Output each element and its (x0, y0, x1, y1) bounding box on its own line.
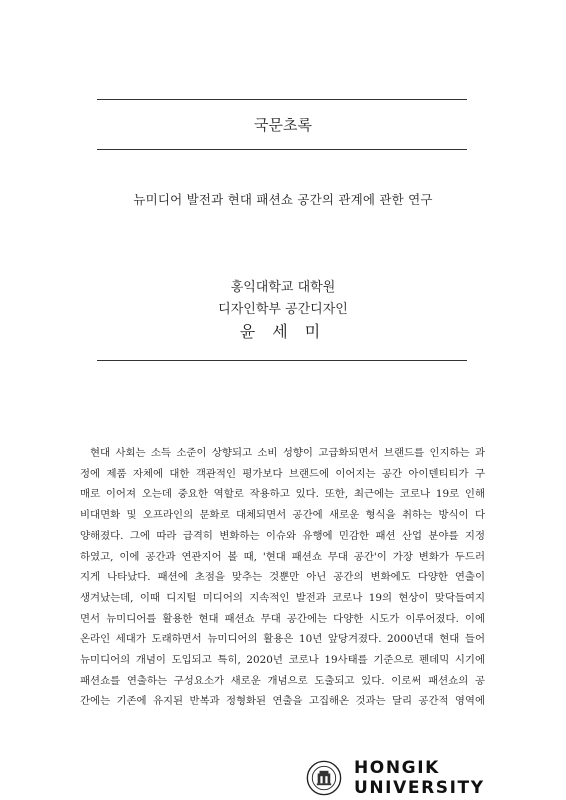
body-line: 현대 사회는 소득 소준이 상향되고 소비 성향이 고급화되면서 브랜드를 인지하는 과 (90, 447, 485, 459)
body-line: 하였고, 이에 공간과 연관지어 볼 때, '현대 패션쇼 무대 공간'이 가장 변화가 두드러 (80, 550, 485, 563)
body-line: 패션쇼를 연출하는 구성요소가 새로운 개념으로 도출되고 있다. 이로써 패션쇼의 공 (80, 674, 485, 687)
department: 디자인학부 공간디자인 (218, 302, 348, 317)
body-line: 비대면화 및 오프라인의 문화로 대체되면서 공간에 새로운 형식을 취하는 방식이 다 (80, 509, 485, 522)
university-logo-text: HONGIK UNIVERSITY (353, 758, 485, 798)
body-line: 뉴미디어의 개념이 도입되고 특히, 2020년 코로나 19사태를 기준으로 펜데믹 시기에 (80, 654, 485, 667)
graduate-school: 홍익대학교 대학원 (230, 280, 336, 295)
body-line: 양해졌다. 그에 따라 급격히 변화하는 이슈와 유행에 민감한 패션 산업 분야를 지정 (80, 529, 485, 542)
thesis-title: 뉴미디어 발전과 현대 패션쇼 공간의 관계에 관한 연구 (133, 192, 433, 207)
top-rule (97, 99, 467, 100)
university-seal-icon (306, 759, 342, 797)
body-line: 매로 이어져 오는데 중요한 역할로 작용하고 있다. 또한, 최근에는 코로나 19로 인해 (80, 488, 485, 501)
body-line: 온라인 세대가 도래하면서 뉴미디어의 활용은 10년 앞당겨졌다. 2000년대 현대 들어 (80, 633, 485, 646)
abstract-body (80, 443, 485, 712)
abstract-heading: 국문초록 (254, 116, 312, 134)
university-footer (306, 756, 566, 800)
body-line: 지게 나타났다. 패션에 초점을 맞추는 것뿐만 아닌 공간의 변화에도 다양한 연출이 (80, 571, 485, 584)
author-rule (97, 360, 467, 361)
heading-rule (97, 149, 467, 150)
body-line: 면서 뉴미디어를 활용한 현대 패션쇼 무대 공간에는 다양한 시도가 이루어졌다. 이에 (80, 612, 485, 625)
body-line: 정에 제품 자체에 대한 객관적인 평가보다 브랜드에 이어지는 공간 아이덴티티가 구 (80, 467, 485, 480)
body-line: 간에는 기존에 유지된 반복과 정형화된 연출을 고집해온 것과는 달리 공간적 영역에 (80, 695, 485, 708)
body-line: 생겨났는데, 이때 디지털 미디어의 지속적인 발전과 코로나 19의 현상이 맞닥들여지 (80, 591, 485, 604)
author-name: 윤 세 미 (239, 322, 327, 341)
